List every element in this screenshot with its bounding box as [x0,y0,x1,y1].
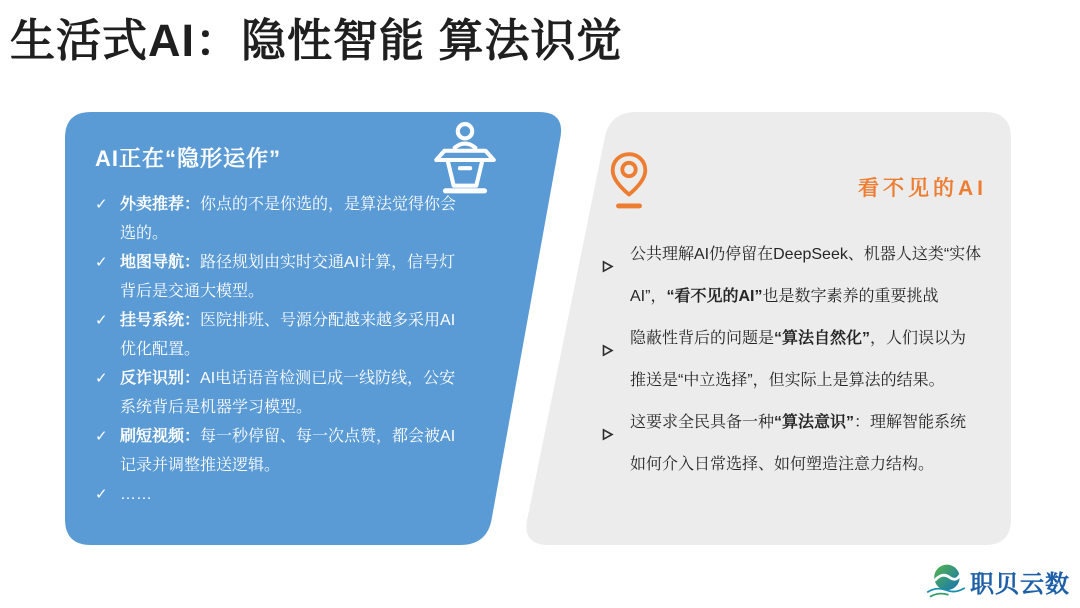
right-panel [522,112,1011,545]
left-panel-item [95,306,467,364]
right-panel-item [600,402,982,486]
text-segment: “算法自然化” [774,330,871,347]
text-segment: 公共理解AI仍停留在DeepSeek、机器人这类“实体AI”， [630,246,982,305]
item-label: 外卖推荐： [120,196,201,213]
right-panel-title: 看不见的AI [858,177,987,200]
location-pin-icon [606,150,652,212]
item-label: 刷短视频： [120,428,201,445]
podium-icon [433,122,497,198]
left-panel-title: AI正在“隐形运作” [95,146,282,171]
left-panel [65,112,565,545]
left-panel-item [95,422,467,480]
check-icon: ✓ [95,486,108,503]
check-icon: ✓ [95,196,108,213]
brand-logo-icon [926,562,966,600]
left-panel-item [95,190,467,248]
item-label: 地图导航： [120,254,201,271]
arrow-right-icon [602,344,614,357]
text-segment: ：理解智能系统如何介入日常选择、如何塑造注意力结构。 [630,414,967,473]
item-text: 路径规划由实时交通AI计算，信号灯背后是交通大模型。 [120,254,456,300]
arrow-bullet [602,248,614,290]
right-panel-item [600,318,982,402]
text-segment: “算法意识” [774,414,855,431]
text-segment: 也是数字素养的重要挑战 [762,288,939,305]
item-text: …… [120,486,152,503]
arrow-bullet [602,416,614,458]
item-text: 你点的不是你选的，是算法觉得你会选的。 [120,196,457,242]
brand-logo-text: 职贝云数 [970,570,1070,598]
item-text: 医院排班、号源分配越来越多采用AI优化配置。 [120,312,456,358]
right-panel-item [600,234,982,318]
item-label: 反诈识别： [120,370,201,387]
left-panel-item [95,248,467,306]
check-icon: ✓ [95,312,108,329]
left-panel-item [95,480,467,509]
item-label: 挂号系统： [120,312,201,329]
text-segment: 这要求全民具备一种 [630,414,775,431]
text-segment: “看不见的AI” [666,288,763,305]
left-panel-item [95,364,467,422]
arrow-bullet [602,332,614,374]
brand-logo [926,562,1070,600]
arrow-right-icon [602,428,614,441]
text-segment: 隐蔽性背后的问题是 [630,330,775,347]
check-icon: ✓ [95,254,108,271]
left-panel-list [95,190,467,509]
right-panel-list [600,234,982,486]
page-title: 生活式AI：隐性智能 算法识觉 [10,15,623,66]
item-text: 每一秒停留、每一次点赞，都会被AI记录并调整推送逻辑。 [120,428,456,474]
check-icon: ✓ [95,370,108,387]
arrow-right-icon [602,260,614,273]
check-icon: ✓ [95,428,108,445]
item-text: AI电话语音检测已成一线防线，公安系统背后是机器学习模型。 [120,370,456,416]
text-segment: ，人们误以为推送是“中立选择”，但实际上是算法的结果。 [630,330,967,389]
